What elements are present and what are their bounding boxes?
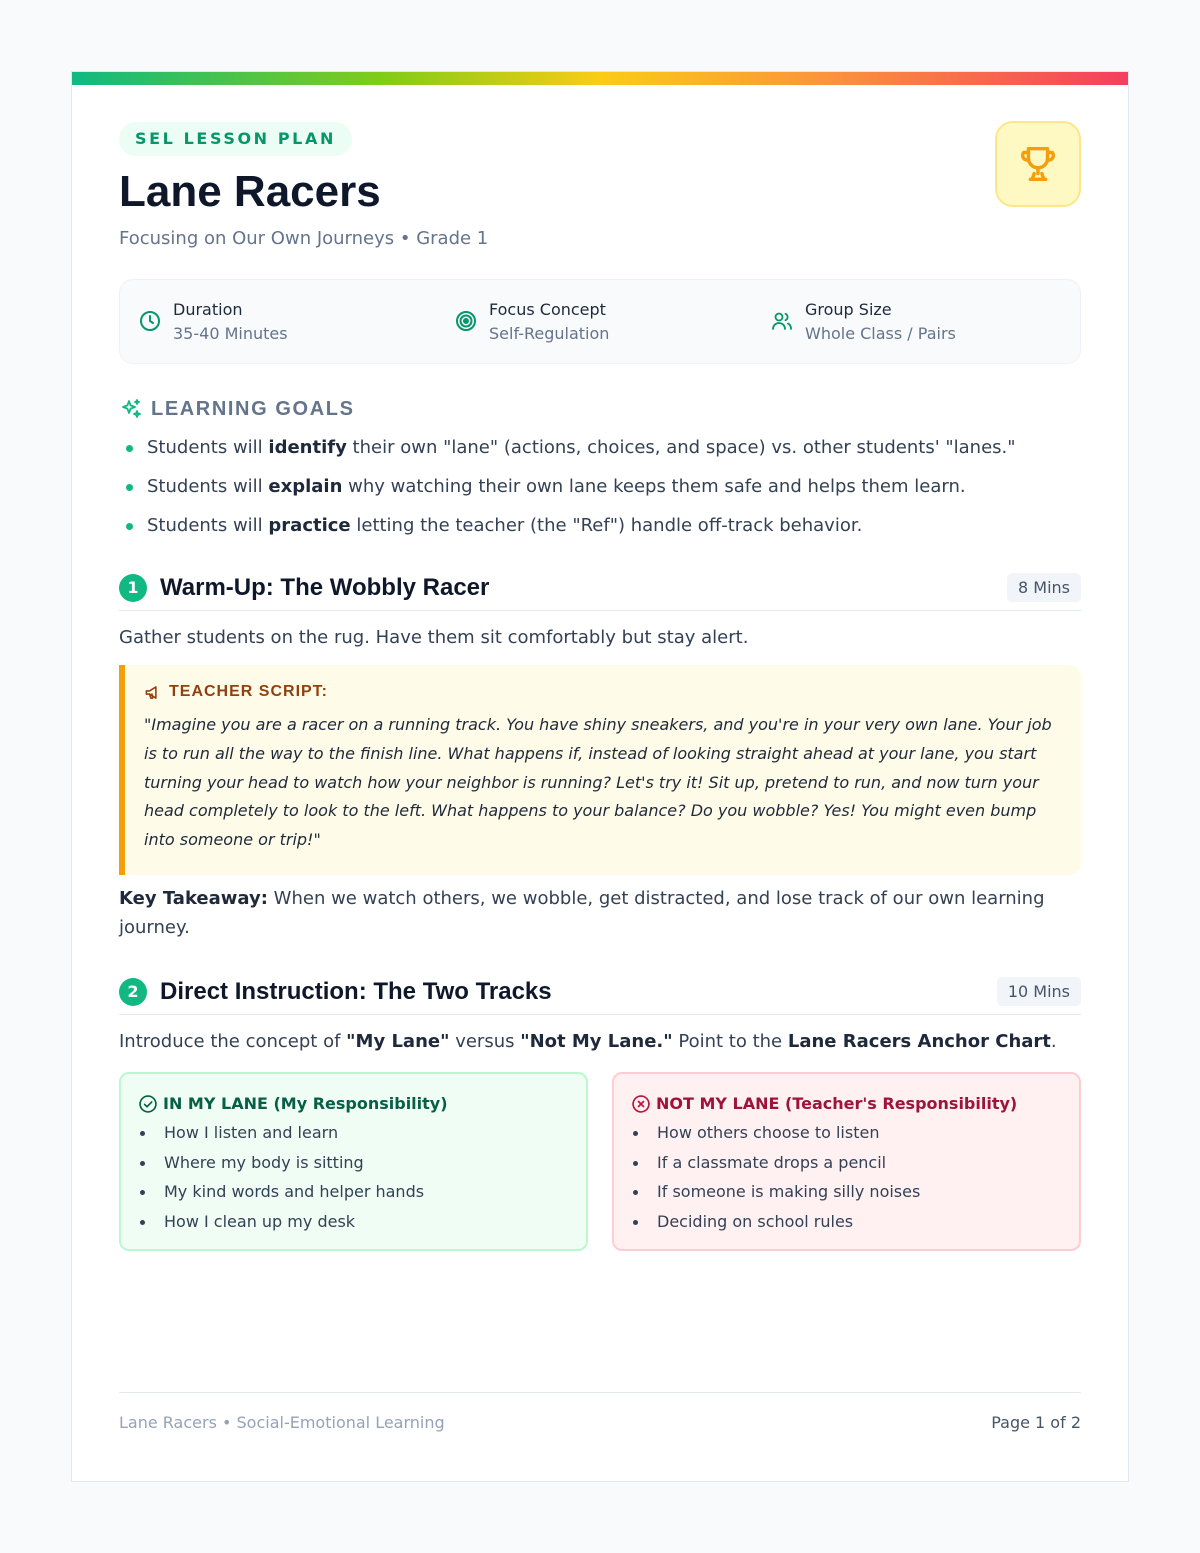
lane-list (631, 1119, 920, 1237)
page-footer (119, 1392, 1081, 1452)
page-subtitle: Focusing on Our Own Journeys • Grade 1 (119, 228, 489, 249)
list-item: How others choose to listen (631, 1119, 920, 1149)
list-item: Deciding on school rules (631, 1208, 920, 1238)
meta-label: Group Size (805, 300, 892, 319)
two-tracks-comparison (119, 1072, 1081, 1251)
list-item: How I listen and learn (138, 1119, 424, 1149)
check-circle-icon (138, 1094, 158, 1118)
section-number: 1 (119, 574, 147, 602)
list-item: If someone is making silly noises (631, 1178, 920, 1208)
page-title: Lane Racers (119, 167, 381, 216)
section-number: 2 (119, 978, 147, 1006)
meta-value: Whole Class / Pairs (805, 324, 956, 343)
section-header-warm-up (119, 572, 1081, 611)
section-intro: Gather students on the rug. Have them sit comfortably but stay alert. (119, 627, 749, 648)
lane-title: IN MY LANE (My Responsibility) (163, 1094, 448, 1113)
script-label: TEACHER SCRIPT: (169, 683, 329, 700)
clock-icon (138, 309, 162, 333)
page-number: Page 1 of 2 (991, 1413, 1081, 1432)
list-item: How I clean up my desk (138, 1208, 424, 1238)
megaphone-icon (144, 683, 163, 706)
x-circle-icon (631, 1094, 651, 1118)
footer-title: Lane Racers • Social-Emotional Learning (119, 1413, 445, 1432)
gradient-top-bar (72, 72, 1128, 85)
list-item: My kind words and helper hands (138, 1178, 424, 1208)
users-icon (770, 309, 794, 333)
section-label: LEARNING GOALS (151, 398, 355, 420)
trophy-icon (995, 121, 1081, 207)
lesson-plan-page (71, 71, 1129, 1482)
lane-title: NOT MY LANE (Teacher's Responsibility) (656, 1094, 1018, 1113)
page-content (119, 85, 1081, 1432)
list-item: Students will identify their own "lane" (actions, choices, and space) vs. other students' "lanes." (119, 433, 1081, 472)
teacher-script-callout (119, 665, 1081, 875)
lesson-meta-bar (119, 279, 1081, 364)
meta-label: Focus Concept (489, 300, 606, 319)
sparkles-icon (119, 397, 143, 425)
section-intro: Introduce the concept of "My Lane" versus "Not My Lane." Point to the Lane Racers Anchor Chart. (119, 1031, 1057, 1052)
target-icon (454, 309, 478, 333)
meta-value: 35-40 Minutes (173, 324, 288, 343)
learning-goals-list (119, 433, 1081, 550)
section-header-direct-instruction (119, 976, 1081, 1015)
not-my-lane-card (612, 1072, 1081, 1251)
list-item: If a classmate drops a pencil (631, 1149, 920, 1179)
meta-value: Self-Regulation (489, 324, 610, 343)
duration-badge: 10 Mins (997, 977, 1081, 1006)
list-item: Students will practice letting the teacher (the "Ref") handle off-track behavior. (119, 511, 1081, 550)
in-my-lane-card (119, 1072, 588, 1251)
lesson-type-badge: SEL LESSON PLAN (119, 122, 352, 156)
list-item: Where my body is sitting (138, 1149, 424, 1179)
header (119, 85, 1081, 275)
duration-badge: 8 Mins (1007, 573, 1081, 602)
section-title: Warm-Up: The Wobbly Racer (160, 574, 490, 601)
section-title: Direct Instruction: The Two Tracks (160, 978, 552, 1005)
key-takeaway: Key Takeaway: When we watch others, we wobble, get distracted, and lose track of our own learning journey. (119, 888, 1045, 938)
meta-label: Duration (173, 300, 243, 319)
list-item: Students will explain why watching their own lane keeps them safe and helps them learn. (119, 472, 1081, 511)
lane-list (138, 1119, 424, 1237)
teacher-script-text: "Imagine you are a racer on a running track. You have shiny sneakers, and you're in your very own lane. Your job is to run all the way to the finish line. What happens if, instead of looking straight ahead at your lane, you start turning your head to watch how your neighbor is running? Let's try it! Sit up, pretend to run, and now turn your head completely to look to the left. What happens to your balance? Do you wobble? Yes! You might even bump into someone or trip!" (144, 715, 1052, 850)
